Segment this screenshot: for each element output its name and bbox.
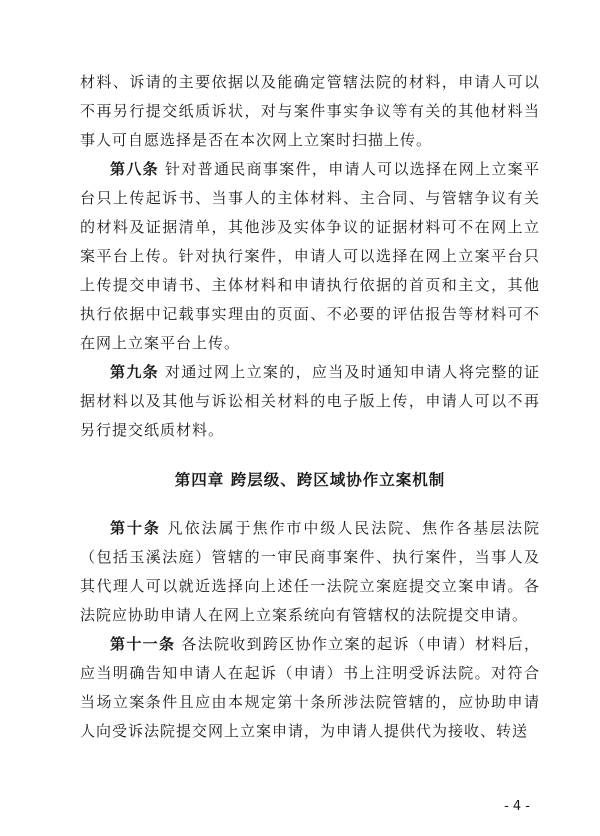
page-number: - 4 - — [504, 799, 530, 814]
chapter-title: 第四章 跨层级、跨区域协作立案机制 — [174, 471, 446, 489]
text-block-upper — [80, 68, 540, 445]
article-8-title: 第八条 — [110, 160, 159, 178]
article-10-text: 凡依法属于焦作市中级人民法院、焦作各基层法院（包括玉溪法庭）管辖的一审民商事案件、执行案件，当事人及其代理人可以就近选择向上述任一法院立案庭提交立案申请。各法院应协助申请人在网上立案系统向有管辖权的法院提交申请。 — [80, 519, 540, 624]
article-11-text: 各法院收到跨区协作立案的起诉（申请）材料后，应当明确告知申请人在起诉（申请）书上注明受诉法院。对符合当场立案条件且应由本规定第十条所涉法院管辖的，应协助申请人向受诉法院提交网上立案申请，为申请人提供代为接收、转送 — [80, 635, 540, 740]
article-10-title: 第十条 — [110, 519, 161, 537]
article-10 — [80, 514, 540, 630]
paragraph-continued: 材料、诉请的主要依据以及能确定管辖法院的材料，申请人可以不再另行提交纸质诉状，对与案件事实争议等有关的其他材料当事人可自愿选择是否在本次网上立案时扫描上传。 — [80, 73, 540, 149]
article-9-text: 对通过网上立案的，应当及时通知申请人将完整的证据材料以及其他与诉讼相关材料的电子版上传，申请人可以不再另行提交纸质材料。 — [80, 363, 540, 439]
article-9-title: 第九条 — [110, 363, 159, 381]
article-8-text: 针对普通民商事案件，申请人可以选择在网上立案平台只上传起诉书、当事人的主体材料、主合同、与管辖争议有关的材料及证据清单，其他涉及实体争议的证据材料可不在网上立案平台上传。针对执行案件，申请人可以选择在网上立案平台只上传提交申请书、主体材料和申请执行依据的首页和主文，其他执行依据中记载事实理由的页面、不必要的评估报告等材料可不在网上立案平台上传。 — [80, 160, 540, 352]
article-11-title: 第十一条 — [110, 635, 176, 653]
text-block-lower — [80, 514, 540, 746]
article-8 — [80, 155, 540, 358]
article-11 — [80, 630, 540, 746]
article-9 — [80, 358, 540, 445]
